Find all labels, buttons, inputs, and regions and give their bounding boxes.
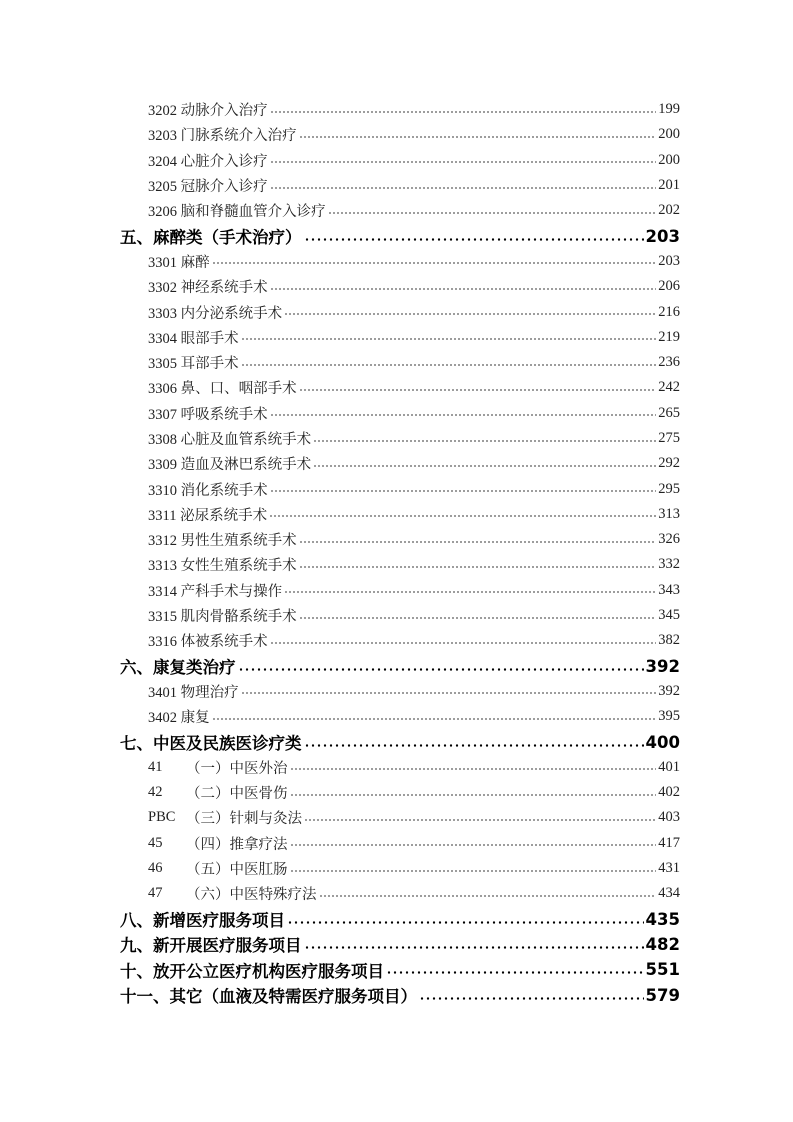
toc-entry-title: 3203 门脉系统介入治疗 (148, 128, 297, 145)
toc-entry[interactable] (148, 881, 680, 906)
toc-entry-title: （六）中医特殊疗法 (186, 887, 317, 904)
toc-entry-title: 3301 麻醉 (148, 254, 210, 271)
toc-entry-title: 六、康复类治疗 (120, 658, 236, 678)
toc-page-number: 200 (658, 151, 680, 168)
toc-page-number: 417 (658, 834, 680, 851)
toc-entry-title: 七、中医及民族医诊疗类 (120, 734, 302, 754)
dot-leader (299, 566, 657, 568)
toc-page-number: 236 (658, 354, 680, 371)
toc-page-number: 295 (658, 480, 680, 497)
toc-page-number: 401 (658, 758, 680, 775)
toc-entry-title: 3305 耳部手术 (148, 356, 239, 373)
toc-entry[interactable] (148, 603, 680, 628)
dot-leader (419, 997, 644, 1000)
dot-leader (299, 389, 657, 391)
toc-page-number: 392 (658, 682, 680, 699)
dot-leader (270, 111, 657, 113)
toc-entry-title: 3205 冠脉介入诊疗 (148, 179, 268, 196)
toc-page-number: 435 (645, 909, 680, 929)
toc-entry[interactable] (148, 274, 680, 299)
toc-heading[interactable] (120, 907, 680, 932)
toc-entry[interactable] (148, 148, 680, 173)
toc-entry[interactable] (148, 502, 680, 527)
dot-leader (304, 819, 656, 821)
toc-heading[interactable] (120, 654, 680, 679)
dot-leader (212, 718, 657, 720)
toc-entry-title: 3303 内分泌系统手术 (148, 305, 283, 322)
toc-entry-title: 3308 心脏及血管系统手术 (148, 432, 312, 448)
dot-leader (241, 364, 657, 366)
toc-entry[interactable] (148, 704, 680, 729)
toc-entry-title: 3206 脑和脊髓血管介入诊疗 (148, 204, 326, 221)
dot-leader (304, 744, 644, 747)
dot-leader (238, 668, 644, 671)
dot-leader (299, 617, 657, 619)
toc-entry[interactable] (148, 97, 680, 122)
dot-leader (313, 440, 656, 442)
toc-page-number: 292 (658, 455, 680, 472)
toc-entry-title: 3401 物理治疗 (148, 684, 239, 701)
toc-entry-title: 3204 心脏介入诊疗 (148, 153, 268, 170)
dot-leader (299, 541, 657, 543)
toc-entry-title: 3402 康复 (148, 710, 210, 727)
toc-entry-title: 3310 消化系统手术 (148, 482, 268, 499)
dot-leader (270, 490, 657, 492)
toc-entry[interactable] (148, 552, 680, 577)
dot-leader (290, 768, 657, 770)
toc-page-number: 392 (645, 656, 680, 676)
toc-entry[interactable] (148, 350, 680, 375)
toc-page-number: 216 (658, 303, 680, 320)
toc-entry[interactable] (148, 426, 680, 451)
toc-page-number: 203 (658, 252, 680, 269)
toc-page-number: 431 (658, 860, 680, 877)
toc-entry-code: 46 (148, 860, 163, 877)
toc-entry-title: 十一、其它（血液及特需医疗服务项目） (120, 987, 417, 1007)
toc-page-number: 275 (658, 430, 680, 446)
toc-page-number: 265 (658, 404, 680, 421)
toc-entry[interactable] (148, 527, 680, 552)
toc-entry-title: 3309 造血及淋巴系统手术 (148, 457, 312, 474)
toc-entry-title: 3307 呼吸系统手术 (148, 406, 268, 423)
toc-page-number: 332 (658, 556, 680, 573)
toc-entry-title: 3315 肌肉骨骼系统手术 (148, 609, 297, 626)
toc-entry-title: 3304 眼部手术 (148, 330, 239, 347)
toc-entry-title: 十、放开公立医疗机构医疗服务项目 (120, 961, 384, 981)
toc-page-number: 313 (658, 505, 680, 522)
dot-leader (284, 591, 656, 593)
toc-heading[interactable] (120, 982, 680, 1007)
dot-leader (319, 895, 657, 897)
toc-page-number: 551 (645, 960, 680, 980)
dot-leader (290, 844, 657, 846)
toc-entry-title: （三）针刺与灸法 (186, 811, 302, 828)
toc-entry[interactable] (148, 856, 680, 881)
toc-entry[interactable] (148, 780, 680, 805)
toc-entry-title: 3314 产科手术与操作 (148, 583, 283, 600)
toc-entry[interactable] (148, 299, 680, 324)
toc-entry-title: （一）中医外治 (186, 760, 288, 777)
toc-entry[interactable] (148, 401, 680, 426)
toc-entry-code: 41 (148, 758, 163, 775)
table-of-contents (0, 97, 793, 1008)
dot-leader (241, 692, 657, 694)
toc-entry[interactable] (148, 325, 680, 350)
toc-page-number: 199 (658, 101, 680, 118)
toc-entry-title: 3202 动脉介入治疗 (148, 103, 268, 120)
toc-page-number: 201 (658, 177, 680, 194)
dot-leader (241, 338, 657, 340)
toc-heading[interactable] (120, 223, 680, 248)
dot-leader (304, 946, 644, 949)
toc-page-number: 400 (645, 732, 680, 752)
toc-entry[interactable] (148, 249, 680, 274)
toc-entry-title: 3316 体被系统手术 (148, 634, 268, 651)
toc-entry[interactable] (148, 805, 680, 830)
toc-entry[interactable] (148, 679, 680, 704)
toc-entry-title: （四）推拿疗法 (186, 836, 288, 853)
dot-leader (270, 187, 657, 189)
toc-entry-title: 3313 女性生殖系统手术 (148, 558, 297, 575)
toc-entry[interactable] (148, 198, 680, 223)
toc-entry-title: 九、新开展医疗服务项目 (120, 936, 302, 956)
toc-entry-title: 3312 男性生殖系统手术 (148, 533, 297, 550)
toc-heading[interactable] (120, 932, 680, 957)
toc-entry-title: 3311 泌尿系统手术 (148, 507, 268, 524)
toc-page-number: 203 (645, 226, 680, 246)
toc-page-number: 200 (658, 126, 680, 143)
toc-page-number: 482 (645, 934, 680, 954)
toc-page-number: 434 (658, 885, 680, 902)
toc-entry-title: 3306 鼻、口、咽部手术 (148, 381, 297, 398)
toc-entry-code: 45 (148, 834, 163, 851)
toc-page-number: 206 (658, 278, 680, 295)
toc-page-number: 219 (658, 328, 680, 345)
dot-leader (290, 870, 657, 872)
toc-page-number: 343 (658, 581, 680, 598)
toc-entry[interactable] (148, 451, 680, 476)
dot-leader (270, 642, 657, 644)
toc-entry-code: 47 (148, 885, 163, 902)
dot-leader (270, 288, 657, 290)
toc-entry-title: 五、麻醉类（手术治疗） (120, 228, 302, 248)
toc-entry-title: （二）中医骨伤 (186, 786, 288, 803)
toc-heading[interactable] (120, 957, 680, 982)
dot-leader (212, 262, 657, 264)
toc-page-number: 326 (658, 531, 680, 548)
toc-page-number: 402 (658, 784, 680, 801)
dot-leader (284, 313, 656, 315)
toc-entry-title: （五）中医肛肠 (186, 862, 288, 879)
dot-leader (269, 515, 656, 517)
dot-leader (299, 136, 657, 138)
toc-heading[interactable] (120, 729, 680, 754)
toc-entry[interactable] (148, 628, 680, 653)
toc-page-number: 202 (658, 202, 680, 219)
toc-page-number: 403 (658, 809, 680, 826)
toc-entry-title: 八、新增医疗服务项目 (120, 911, 285, 931)
toc-page-number: 382 (658, 632, 680, 649)
toc-entry-code: 42 (148, 784, 163, 801)
toc-entry[interactable] (148, 122, 680, 147)
toc-page-number: 345 (658, 607, 680, 624)
toc-page-number: 579 (645, 985, 680, 1005)
toc-page-number: 242 (658, 379, 680, 396)
dot-leader (287, 921, 644, 924)
dot-leader (313, 465, 656, 467)
dot-leader (386, 971, 644, 974)
dot-leader (328, 212, 657, 214)
toc-entry[interactable] (148, 375, 680, 400)
toc-entry[interactable] (148, 173, 680, 198)
dot-leader (270, 161, 657, 163)
toc-entry[interactable] (148, 578, 680, 603)
toc-entry[interactable] (148, 755, 680, 780)
toc-page-number: 395 (658, 708, 680, 725)
toc-entry-code: PBC (148, 809, 176, 826)
toc-entry[interactable] (148, 476, 680, 501)
dot-leader (304, 238, 644, 241)
toc-entry-title: 3302 神经系统手术 (148, 280, 268, 297)
toc-entry[interactable] (148, 831, 680, 856)
dot-leader (290, 794, 657, 796)
dot-leader (270, 414, 657, 416)
